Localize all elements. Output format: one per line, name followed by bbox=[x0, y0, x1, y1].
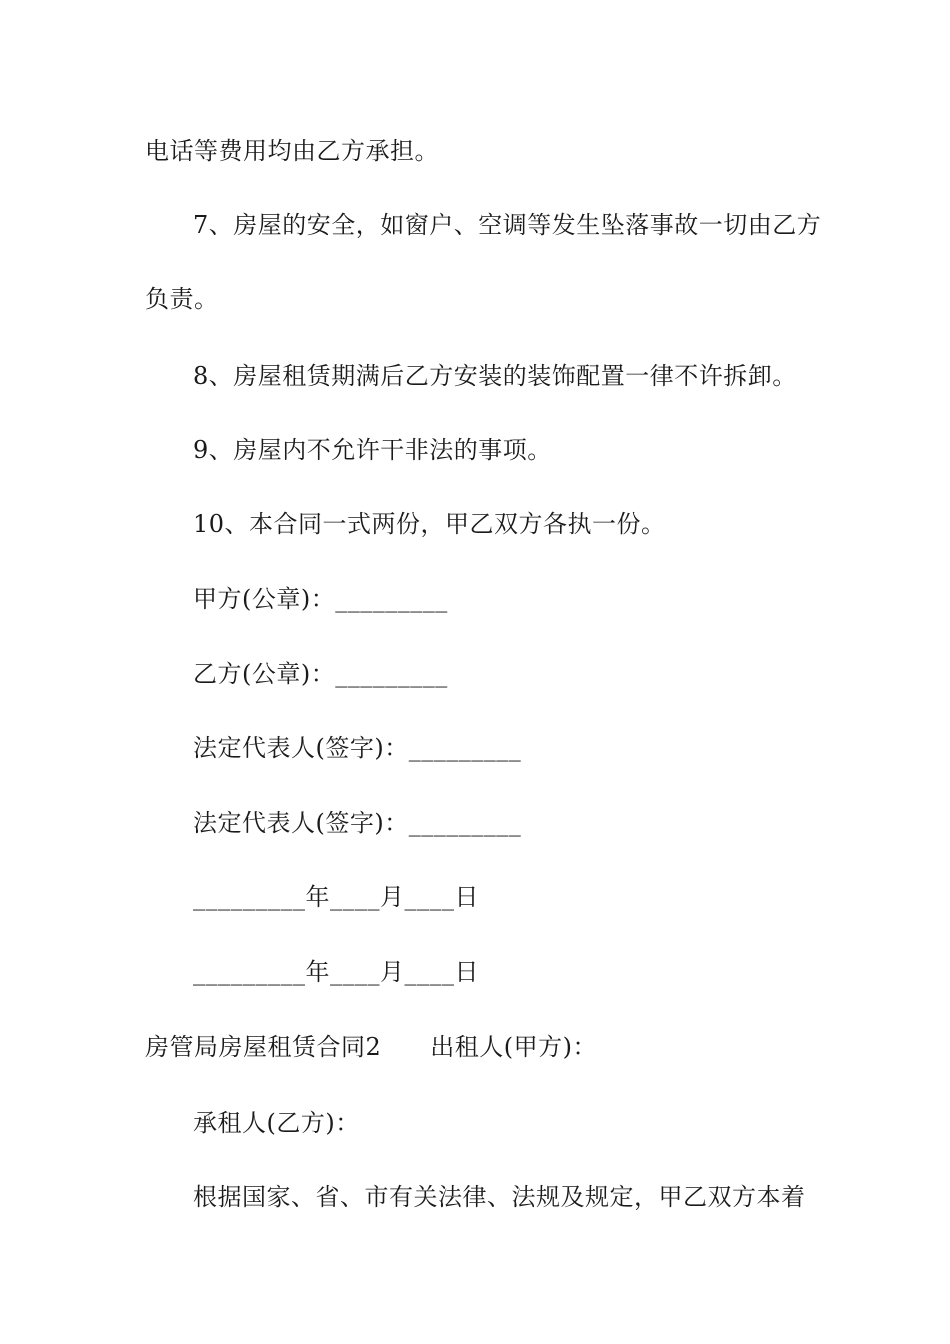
clause-10-copies: 10、本合同一式两份，甲乙双方各执一份。 bbox=[193, 510, 666, 538]
clause-7-safety: 7、房屋的安全，如窗户、空调等发生坠落事故一切由乙方 bbox=[193, 211, 822, 239]
clause-8-fixtures: 8、房屋租赁期满后乙方安装的装饰配置一律不许拆卸。 bbox=[193, 362, 797, 390]
paragraph-fee-continuation: 电话等费用均由乙方承担。 bbox=[145, 137, 439, 165]
date-line-b: _________年____月____日 bbox=[193, 958, 479, 986]
contract-2-heading-lessor: 房管局房屋租赁合同2 出租人(甲方)： bbox=[145, 1033, 597, 1061]
legal-rep-signature-line-a: 法定代表人(签字)：_________ bbox=[193, 734, 522, 762]
legal-rep-signature-line-b: 法定代表人(签字)：_________ bbox=[193, 809, 522, 837]
party-a-seal-line: 甲方(公章)：_________ bbox=[193, 585, 448, 613]
clause-7-continuation: 负责。 bbox=[145, 285, 219, 313]
lessee-line: 承租人(乙方)： bbox=[193, 1109, 360, 1137]
party-b-seal-line: 乙方(公章)：_________ bbox=[193, 660, 448, 688]
preamble-paragraph: 根据国家、省、市有关法律、法规及规定，甲乙双方本着 bbox=[193, 1183, 806, 1211]
date-line-a: _________年____月____日 bbox=[193, 883, 479, 911]
clause-9-legality: 9、房屋内不允许干非法的事项。 bbox=[193, 436, 552, 464]
